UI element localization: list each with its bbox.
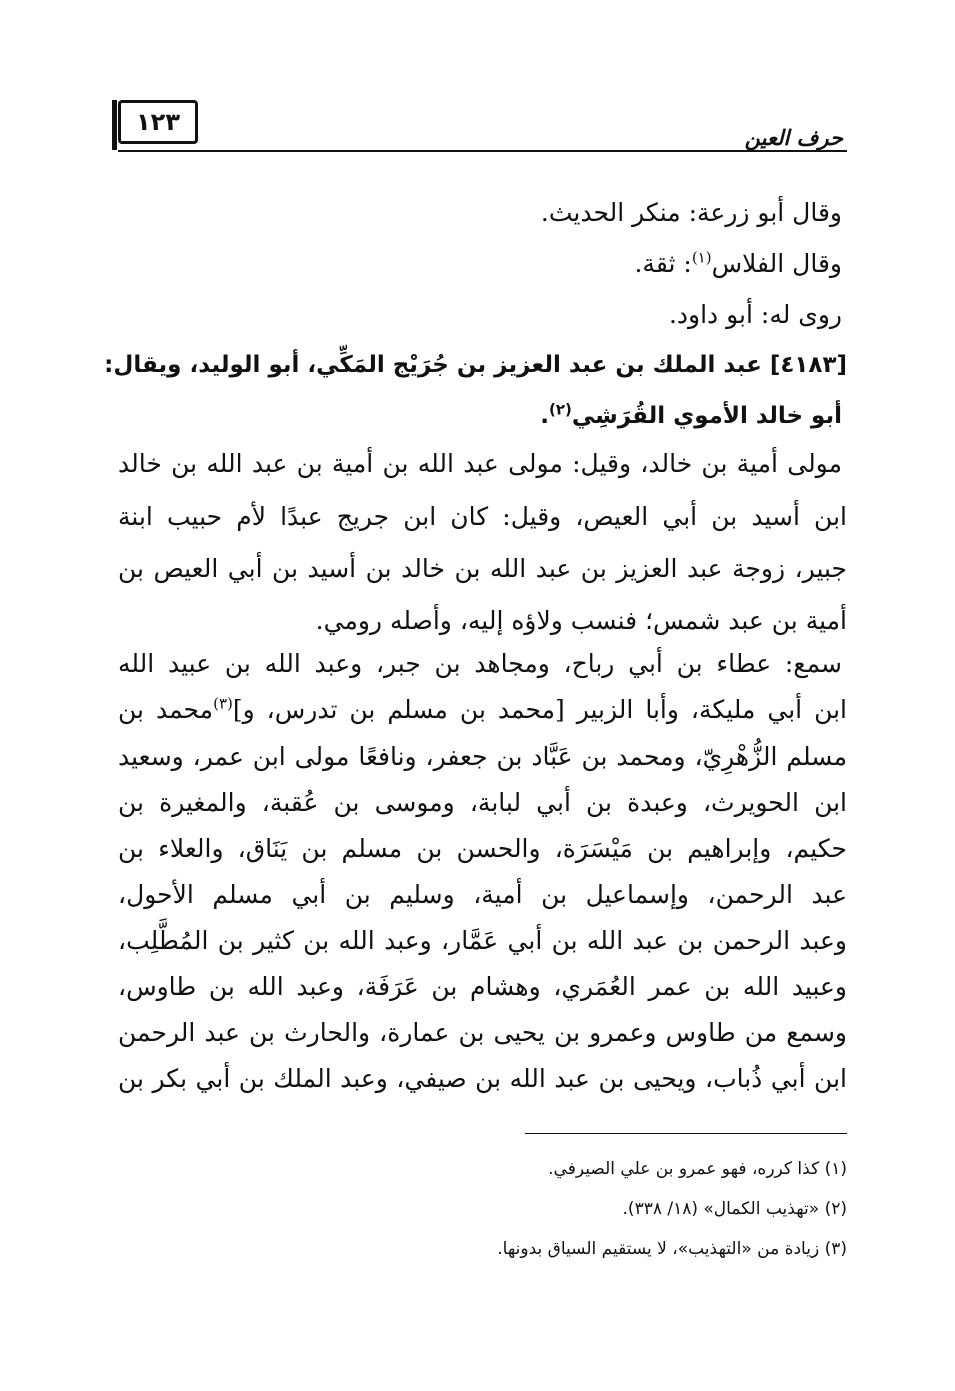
- text-segment: محمد بن: [118, 695, 214, 724]
- paragraph-line: وعبيد الله بن عمر العُمَري، وهشام بن عَرَفَة، وعبد الله بن طاوس،: [118, 972, 847, 1001]
- paragraph-line: حكيم، وإبراهيم بن مَيْسَرَة، والحسن بن مسلم بن يَنَاق، والعلاء بن: [118, 834, 847, 863]
- text-segment: أبو خالد الأموي القُرَشِي: [571, 403, 842, 429]
- text-line: [634, 244, 842, 284]
- footnote-marker: (١): [691, 248, 712, 267]
- text-segment: .: [540, 403, 549, 429]
- entry-heading-continued: [540, 396, 842, 436]
- footnote-separator: [525, 1133, 847, 1134]
- page-number: [118, 100, 198, 144]
- paragraph-line: جبير، زوجة عبد العزيز بن عبد الله بن خالد بن أسيد بن أبي العيص بن: [118, 554, 847, 583]
- page-number-text: ١٢٣: [136, 108, 180, 136]
- text-line: وقال أبو زرعة: منكر الحديث.: [540, 198, 842, 227]
- footnote: (٢) «تهذيب الكمال» (١٨/ ٣٣٨).: [622, 1199, 847, 1219]
- paragraph-line: عبد الرحمن، وإسماعيل بن أمية، وسليم بن أبي مسلم الأحول،: [118, 880, 847, 909]
- paragraph-line: مسلم الزُّهْرِيّ، ومحمد بن عَبَّاد بن جعفر، ونافعًا مولى ابن عمر، وسعيد: [118, 742, 847, 771]
- paragraph-line: وسمع من طاوس وعمرو بن يحيى بن عمارة، والحارث بن عبد الرحمن: [118, 1018, 847, 1047]
- text-line: روى له: أبو داود.: [668, 300, 842, 329]
- footnote-marker: (٢): [549, 400, 572, 419]
- paragraph-line: وعبد الرحمن بن عبد الله بن أبي عَمَّار، وعبد الله بن كثير بن المُطَّلِب،: [118, 926, 847, 955]
- text-segment: وقال الفلاس: [711, 249, 842, 278]
- text-segment: ابن أبي مليكة، وأبا الزبير [محمد بن مسلم بن تدرس، و]: [232, 695, 848, 724]
- paragraph-line: مولى أمية بن خالد، وقيل: مولى عبد الله بن أمية بن عبد الله بن خالد: [118, 449, 842, 478]
- footnote: (٣) زيادة من «التهذيب»، لا يستقيم السياق بدونها.: [497, 1239, 847, 1259]
- footnote: (١) كذا كرره، فهو عمرو بن علي الصيرفي.: [548, 1159, 847, 1179]
- text-segment: : ثقة.: [634, 249, 692, 278]
- footnote-marker: (٣): [213, 694, 233, 713]
- paragraph-line: ابن الحويرث، وعبدة بن أبي لبابة، وموسى بن عُقبة، والمغيرة بن: [118, 788, 847, 817]
- paragraph-line: [118, 690, 847, 730]
- header-rule: [118, 150, 847, 152]
- paragraph-line: ابن أبي ذُباب، ويحيى بن عبد الله بن صيفي، وعبد الملك بن أبي بكر بن: [118, 1064, 847, 1093]
- entry-heading: [٤١٨٣] عبد الملك بن عبد العزيز بن جُرَيْج المَكِّي، أبو الوليد، ويقال:: [104, 352, 847, 378]
- paragraph-line: أمية بن عبد شمس؛ فنسب ولاؤه إليه، وأصله رومي.: [315, 606, 847, 635]
- paragraph-line: ابن أسيد بن أبي العيص، وقيل: كان ابن جريج عبدًا لأم حبيب ابنة: [118, 502, 847, 531]
- paragraph-line: سمع: عطاء بن أبي رباح، ومجاهد بن جبر، وعبد الله بن عبيد الله: [118, 649, 842, 678]
- running-title: حرف العين: [744, 126, 843, 150]
